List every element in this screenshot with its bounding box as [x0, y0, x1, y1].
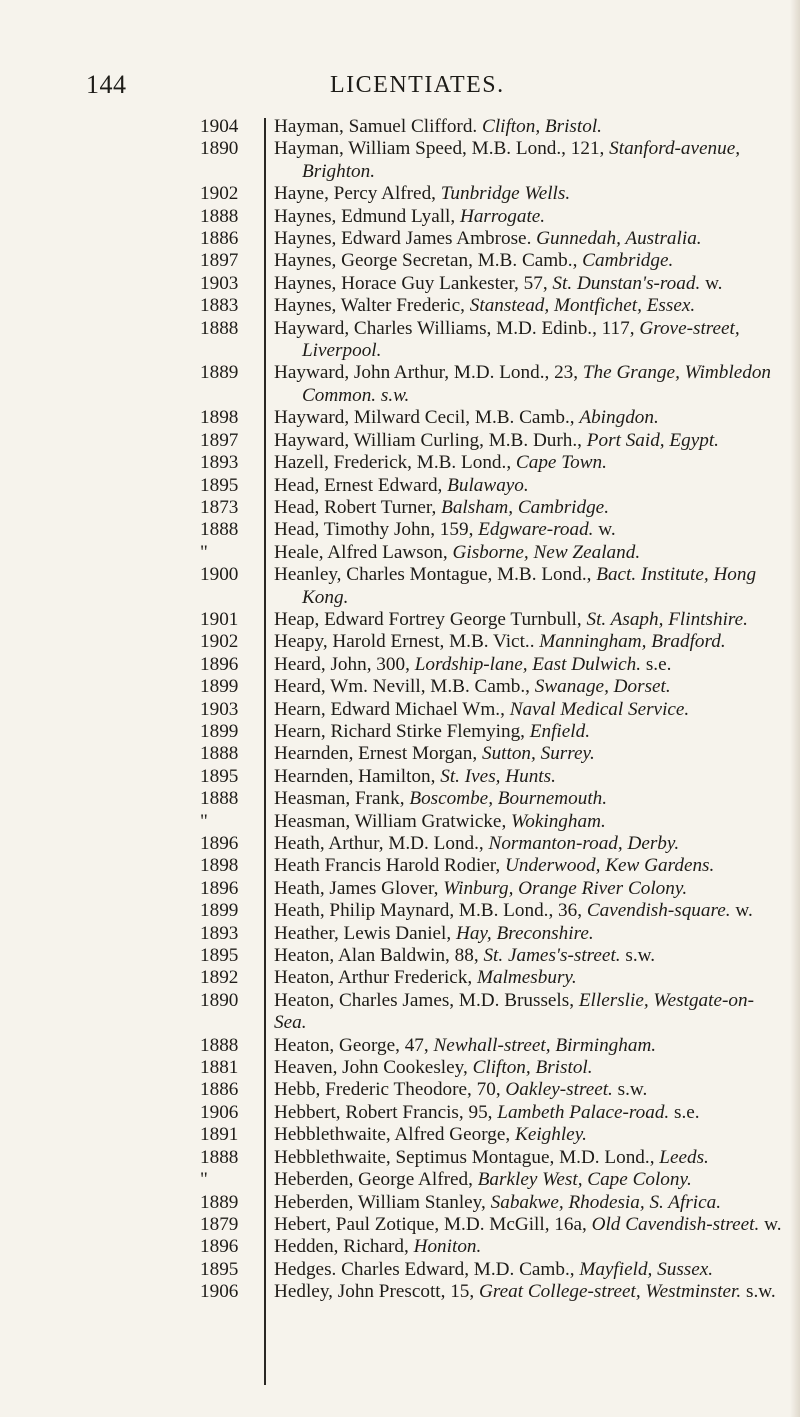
entry-place: Boscombe, Bournemouth. [409, 788, 608, 810]
page-header [0, 70, 800, 110]
entry-name: Hayward, John Arthur, M.D. Lond., 23, [274, 362, 579, 384]
entry-text [274, 273, 782, 295]
entry-name: Hayman, William Speed, M.B. Lond., 121, [274, 138, 605, 160]
entry-list [0, 116, 800, 1304]
list-item [0, 855, 800, 877]
entry-year: 1888 [200, 519, 239, 541]
entry-text [274, 743, 782, 765]
entry-year: " [200, 1169, 208, 1191]
entry-text [274, 923, 782, 945]
entry-text [274, 609, 782, 631]
entry-place: Gisborne, New Zealand. [452, 541, 641, 563]
entry-place: Cavendish-square. [586, 900, 731, 922]
list-item [0, 1102, 800, 1124]
entry-place: Stanstead, Montfichet, Essex. [469, 295, 696, 317]
entry-name: Hebblethwaite, Alfred George, [274, 1124, 511, 1146]
entry-place: Edgware-road. [478, 519, 594, 541]
entry-name: Hayne, Percy Alfred, [274, 183, 436, 205]
entry-year: 1888 [200, 1146, 239, 1168]
entry-name: Hearnden, Ernest Morgan, [274, 743, 478, 765]
entry-place: Old Cavendish-street. [591, 1213, 760, 1235]
entry-year: 1898 [200, 407, 239, 429]
entry-place: Naval Medical Service. [509, 698, 690, 720]
entry-text [274, 452, 782, 474]
page-number: 144 [86, 70, 127, 99]
entry-year: 1890 [200, 989, 239, 1011]
entry-year: 1888 [200, 788, 239, 810]
entry-text [274, 228, 782, 250]
entry-text [274, 318, 782, 363]
entry-name: Heard, John, 300, [274, 653, 410, 675]
list-item [0, 900, 800, 922]
entry-text [274, 990, 782, 1035]
list-item [0, 1124, 800, 1146]
list-item [0, 833, 800, 855]
entry-place: Malmesbury. [477, 967, 577, 989]
entry-name: Haynes, Edmund Lyall, [274, 205, 456, 227]
entry-text [274, 475, 782, 497]
entry-year: 1906 [200, 1101, 239, 1123]
entry-name: Heasman, William Gratwicke, [274, 810, 507, 832]
entry-place: Swanage, Dorset. [534, 676, 671, 698]
entry-place: Tunbridge Wells. [440, 183, 571, 205]
list-item [0, 1214, 800, 1236]
list-item [0, 699, 800, 721]
entry-name: Heasman, Frank, [274, 788, 405, 810]
entry-district: w. [705, 272, 723, 294]
list-item [0, 250, 800, 272]
entry-text [274, 699, 782, 721]
entry-text [274, 497, 782, 519]
entry-place: Barkley West, Cape Colony. [477, 1169, 692, 1191]
list-item [0, 1057, 800, 1079]
entry-text [274, 407, 782, 429]
entry-name: Hayman, Samuel Clifford. [274, 116, 478, 137]
entry-name: Hebbert, Robert Francis, 95, [274, 1101, 493, 1123]
list-item [0, 811, 800, 833]
list-item [0, 452, 800, 474]
entry-place: Stanford-avenue, [609, 138, 741, 160]
entry-year: " [200, 541, 208, 563]
entry-place: Keighley. [515, 1124, 587, 1146]
entry-name: Heaton, George, 47, [274, 1034, 429, 1056]
entry-district: s.w. [617, 1079, 648, 1101]
entry-name: Hebblethwaite, Septimus Montague, M.D. Lond., [274, 1146, 655, 1168]
list-item [0, 1079, 800, 1101]
entry-continuation: Common. s.w. [302, 384, 410, 406]
list-item [0, 475, 800, 497]
entry-year: 1888 [200, 743, 239, 765]
list-item [0, 430, 800, 452]
entry-year: 1886 [200, 1079, 239, 1101]
list-item [0, 878, 800, 900]
entry-place: Abingdon. [579, 407, 659, 429]
entry-place: Mayfield, Sussex. [579, 1258, 714, 1280]
entry-text [274, 295, 782, 317]
entry-text [274, 1147, 782, 1169]
entry-text [274, 183, 782, 205]
entry-place: Enfield. [529, 720, 590, 742]
entry-year: 1891 [200, 1124, 239, 1146]
page-edge-shadow [790, 0, 800, 1417]
entry-name: Hedley, John Prescott, 15, [274, 1281, 475, 1303]
list-item [0, 138, 800, 183]
entry-text [274, 631, 782, 653]
entry-place: Sutton, Surrey. [481, 743, 595, 765]
entry-name: Heale, Alfred Lawson, [274, 541, 448, 563]
entry-district: s.w. [625, 945, 656, 967]
entry-place: Honiton. [413, 1236, 482, 1258]
entry-place: St. Dunstan's-road. [552, 272, 701, 294]
entry-name: Heather, Lewis Daniel, [274, 922, 452, 944]
entry-place: Great College-street, Westminster. [479, 1281, 742, 1303]
entry-place: Balsham, Cambridge. [441, 496, 609, 518]
entry-place: Cape Town. [515, 452, 607, 474]
list-item [0, 676, 800, 698]
entry-place: Clifton, Bristol. [482, 116, 602, 137]
entry-continuation: Kong. [302, 586, 349, 608]
entry-name: Haynes, Edward James Ambrose. [274, 228, 532, 250]
entry-district: w. [598, 519, 616, 541]
running-head: LICENTIATES. [330, 72, 505, 98]
entry-text [274, 945, 782, 967]
entry-place: Bact. Institute, Hong [596, 564, 757, 586]
list-item [0, 228, 800, 250]
entry-name: Head, Timothy John, 159, [274, 519, 474, 541]
entry-district: s.e. [674, 1101, 700, 1123]
entry-text [274, 1192, 782, 1214]
entry-year: 1899 [200, 900, 239, 922]
entry-name: Heberden, William Stanley, [274, 1191, 486, 1213]
entry-name: Hedden, Richard, [274, 1236, 409, 1258]
entry-text [274, 833, 782, 855]
entry-name: Hayward, Milward Cecil, M.B. Camb., [274, 407, 575, 429]
list-item [0, 945, 800, 967]
entry-text [274, 900, 782, 922]
list-item [0, 564, 800, 609]
entry-year: 1903 [200, 698, 239, 720]
entry-place: St. Asaph, Flintshire. [586, 608, 748, 630]
entry-text [274, 811, 782, 833]
entry-text [274, 519, 782, 541]
entry-text [274, 721, 782, 743]
entry-year: 1896 [200, 833, 239, 854]
entry-place: St. James's-street. [483, 945, 621, 967]
entry-name: Heanley, Charles Montague, M.B. Lond., [274, 564, 592, 586]
entry-place: Grove-street, [639, 317, 740, 339]
list-item [0, 743, 800, 765]
entry-year: 1873 [200, 496, 239, 518]
entry-place: Harrogate. [459, 205, 546, 227]
entry-year: 1900 [200, 564, 239, 586]
entry-place: Bulawayo. [447, 474, 529, 496]
entry-text [274, 430, 782, 452]
list-item [0, 116, 800, 138]
entry-year: 1895 [200, 945, 239, 967]
entry-place: Winburg, Orange River Colony. [443, 877, 688, 899]
entry-text [274, 1214, 782, 1236]
list-item [0, 1259, 800, 1281]
entry-name: Haynes, Horace Guy Lankester, 57, [274, 272, 548, 294]
entry-text [274, 564, 782, 609]
entry-year: 1896 [200, 1236, 239, 1258]
entry-name: Haynes, George Secretan, M.B. Camb., [274, 250, 578, 272]
entry-year: 1893 [200, 452, 239, 474]
entry-name: Heard, Wm. Nevill, M.B. Camb., [274, 676, 530, 698]
list-item [0, 318, 800, 363]
entry-text [274, 766, 782, 788]
entry-name: Heath, Philip Maynard, M.B. Lond., 36, [274, 900, 583, 922]
list-item [0, 990, 800, 1035]
entry-name: Heberden, George Alfred, [274, 1169, 473, 1191]
entry-name: Hebert, Paul Zotique, M.D. McGill, 16a, [274, 1213, 587, 1235]
entry-place: Lambeth Palace-road. [497, 1101, 670, 1123]
entry-name: Heath Francis Harold Rodier, [274, 855, 501, 877]
list-item [0, 206, 800, 228]
list-item [0, 609, 800, 631]
entry-text [274, 362, 782, 407]
entry-place: Newhall-street, Birmingham. [433, 1034, 657, 1056]
list-item [0, 766, 800, 788]
entry-year: 1883 [200, 295, 239, 317]
list-item [0, 183, 800, 205]
entry-place: Sabakwe, Rhodesia, S. Africa. [490, 1191, 722, 1213]
entry-year: 1906 [200, 1281, 239, 1303]
entry-year: 1889 [200, 1191, 239, 1213]
entry-year: 1886 [200, 228, 239, 250]
list-item [0, 721, 800, 743]
entry-text [274, 206, 782, 228]
entry-name: Hebb, Frederic Theodore, 70, [274, 1079, 501, 1101]
entry-year: 1888 [200, 317, 239, 339]
entry-year: 1896 [200, 877, 239, 899]
list-item [0, 923, 800, 945]
list-item [0, 362, 800, 407]
entry-place: Underwood, Kew Gardens. [505, 855, 715, 877]
entry-district: s.w. [746, 1281, 776, 1303]
entry-text [274, 676, 782, 698]
entry-place: Oakley-street. [505, 1079, 613, 1101]
list-item [0, 1236, 800, 1258]
entry-year: 1881 [200, 1057, 239, 1079]
entry-name: Heath, Arthur, M.D. Lond., [274, 833, 484, 854]
entry-place: St. Ives, Hunts. [440, 765, 556, 787]
entry-name: Heaton, Arthur Frederick, [274, 967, 473, 989]
entry-name: Hedges. Charles Edward, M.D. Camb., [274, 1258, 575, 1280]
entry-name: Hearn, Richard Stirke Flemying, [274, 720, 525, 742]
entry-year: 1889 [200, 362, 239, 384]
entry-year: 1895 [200, 1258, 239, 1280]
entry-place: Lordship-lane, East Dulwich. [414, 653, 642, 675]
entry-text [274, 1057, 782, 1079]
entry-text [274, 250, 782, 272]
entry-text [274, 542, 782, 564]
entry-name: Heapy, Harold Ernest, M.B. Vict.. [274, 631, 535, 653]
entry-year: 1904 [200, 116, 239, 137]
entry-text [274, 967, 782, 989]
entry-year: 1888 [200, 1034, 239, 1056]
entry-district: s.e. [645, 653, 672, 675]
entry-year: 1897 [200, 429, 239, 451]
entry-place: Cambridge. [582, 250, 674, 272]
entry-place: Port Said, Egypt. [586, 429, 719, 451]
entry-place: Manningham, Bradford. [539, 631, 726, 653]
entry-place: Ellerslie, Westgate-on-Sea. [274, 989, 754, 1034]
entry-district: w. [764, 1213, 782, 1235]
entry-year: 1895 [200, 765, 239, 787]
entry-text [274, 1259, 782, 1281]
list-item [0, 295, 800, 317]
entry-place: Clifton, Bristol. [472, 1057, 593, 1079]
entry-name: Hearn, Edward Michael Wm., [274, 698, 505, 720]
entry-year: 1892 [200, 967, 239, 989]
entry-year: 1899 [200, 720, 239, 742]
entry-continuation: Liverpool. [302, 340, 382, 362]
entry-year: 1896 [200, 653, 239, 675]
entry-place: The Grange, Wimbledon [582, 362, 772, 384]
entry-text [274, 1102, 782, 1124]
entry-text [274, 654, 782, 676]
entry-year: 1898 [200, 855, 239, 877]
entry-name: Heap, Edward Fortrey George Turnbull, [274, 608, 582, 630]
list-item [0, 1169, 800, 1191]
entry-year: 1902 [200, 183, 239, 205]
list-item [0, 631, 800, 653]
entry-year: 1888 [200, 205, 239, 227]
entry-place: Normanton-road, Derby. [488, 833, 680, 854]
entry-name: Heaton, Charles James, M.D. Brussels, [274, 989, 575, 1011]
entry-text [274, 1169, 782, 1191]
entry-year: 1890 [200, 138, 239, 160]
entry-year: 1901 [200, 608, 239, 630]
entry-place: Wokingham. [511, 810, 606, 832]
entry-year: 1899 [200, 676, 239, 698]
entry-text [274, 1035, 782, 1057]
entry-text [274, 788, 782, 810]
entry-name: Head, Ernest Edward, [274, 474, 443, 496]
entry-district: w. [735, 900, 753, 922]
entry-text [274, 855, 782, 877]
entry-place: Gunnedah, Australia. [536, 228, 702, 250]
entry-year: 1903 [200, 272, 239, 294]
list-item [0, 1035, 800, 1057]
list-item [0, 654, 800, 676]
list-item [0, 1147, 800, 1169]
entry-year: " [200, 810, 208, 832]
entry-text [274, 1236, 782, 1258]
entry-name: Heath, James Glover, [274, 877, 439, 899]
entry-text [274, 1124, 782, 1146]
list-item [0, 273, 800, 295]
entry-name: Hazell, Frederick, M.B. Lond., [274, 452, 512, 474]
entry-name: Heaton, Alan Baldwin, 88, [274, 945, 479, 967]
entry-text [274, 1079, 782, 1101]
list-item [0, 1281, 800, 1303]
entry-text [274, 116, 782, 138]
list-item [0, 519, 800, 541]
entry-year: 1897 [200, 250, 239, 272]
list-item [0, 967, 800, 989]
entry-name: Hayward, William Curling, M.B. Durh., [274, 429, 582, 451]
entry-place: Hay, Breconshire. [455, 922, 594, 944]
entry-name: Hayward, Charles Williams, M.D. Edinb., 117, [274, 317, 635, 339]
entry-name: Head, Robert Turner, [274, 496, 437, 518]
entry-name: Heaven, John Cookesley, [274, 1057, 468, 1079]
list-item [0, 1192, 800, 1214]
entry-text [274, 878, 782, 900]
entry-year: 1895 [200, 474, 239, 496]
list-item [0, 788, 800, 810]
entry-continuation: Brighton. [302, 160, 376, 182]
entry-year: 1902 [200, 631, 239, 653]
entry-text [274, 1281, 782, 1303]
list-item [0, 542, 800, 564]
entry-year: 1893 [200, 922, 239, 944]
entry-year: 1879 [200, 1213, 239, 1235]
entry-place: Leeds. [659, 1146, 709, 1168]
list-item [0, 497, 800, 519]
list-item [0, 407, 800, 429]
entry-name: Hearnden, Hamilton, [274, 765, 436, 787]
entry-text [274, 138, 782, 183]
entry-name: Haynes, Walter Frederic, [274, 295, 465, 317]
